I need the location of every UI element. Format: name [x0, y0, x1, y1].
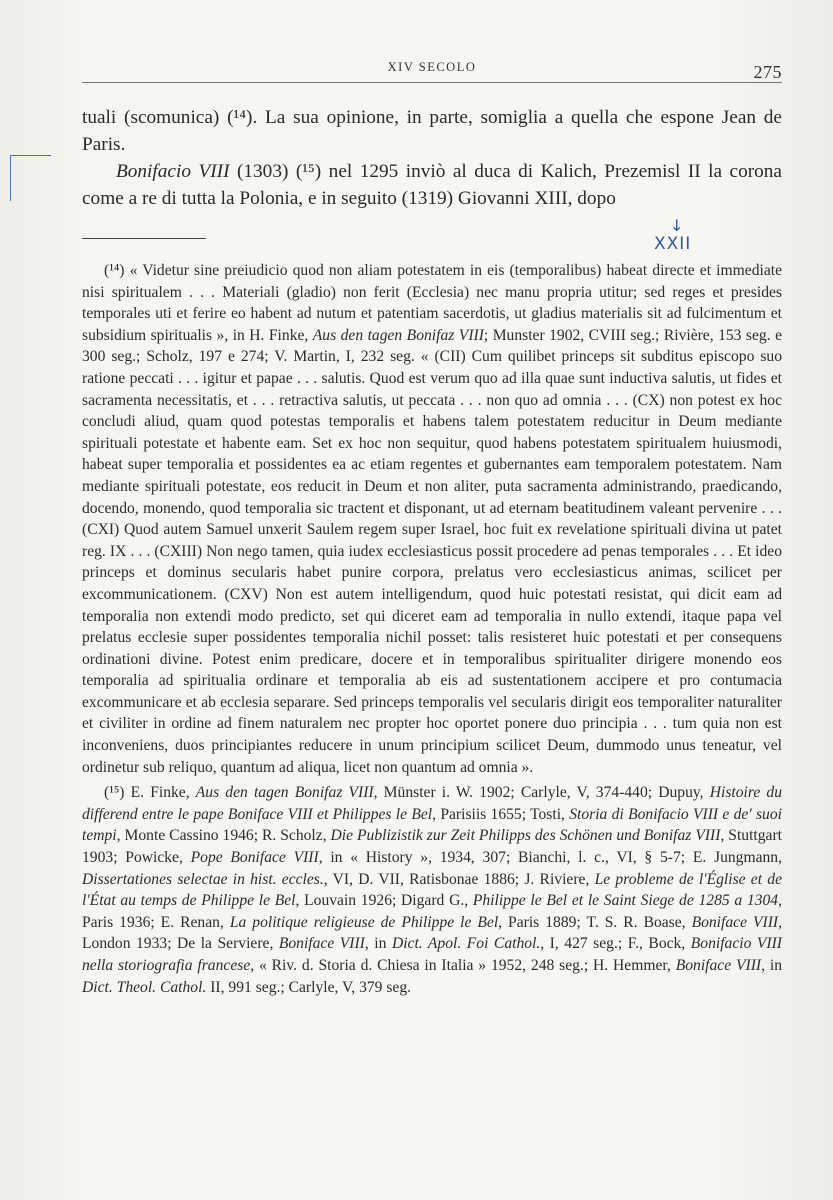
ref-text: , Münster i. W. 1902; Carlyle, V, 374-440; Dupuy,	[373, 784, 710, 802]
ref-title: Pope Boniface VIII	[190, 849, 319, 867]
ref-text: , I, 427 seg.; F., Bock,	[540, 935, 691, 953]
ref-title: Dict. Apol. Foi Cathol.	[391, 935, 541, 953]
footnote-14-text-1: « Videtur sine preiudicio quod non aliam potestatem in eis (temporalibus) habeat directe et immediate nisi spiritualem . . . Materiali (gladio) non ferit (Ecclesia) nec manu propria utitur; sed reges et presides temporales uti et ferire eo habent ad nutum et patentiam sacerdotis, ut gladius materialis sit ad fulcimentum et subsidium spiritualis », in H. Finke,	[82, 262, 782, 344]
running-head-title: XIV SECOLO	[387, 60, 477, 74]
ref-title: Boniface VIII	[691, 913, 779, 931]
pencil-margin-mark	[10, 155, 51, 201]
footnote-14-text-2: ; Munster 1902, CVIII seg.; Rivière, 153 seg. e 300 seg.; Scholz, 197 e 274; V. Martin, I, 232 seg. « (CII) Cum quilibet princeps sit subditus episcopo suo ratione peccati . . . igitur et papae . . . salutis. Quod est verum quo ad illa quae sunt inductiva salutis, ut fides et sacramenta necessitatis, et . . . retractiva salutis, ut peccata . . . non quo ad omnia . . . (CX) non potest ex hoc concludi aliud, quam quod potestas temporalis et habens talem potestatem reducitur in Deum mediante spirituali potestate et habente eam. Set ex hoc non sequitur, quod habens potestatem spiritualem huiusmodi, habeat super temporalia et possidentes ea ac etiam regentes et gubernantes eam temporalem potestatem. Nam mediante spirituali potestate, eos reducit in Deum et non aliter, puta sacramenta administrando, praedicando, docendo, monendo, quod temporalia sic tractent et disponant, ut ad eternam beatitudinem valeant pervenire . . . (CXI) Quod autem Samuel unxerit Saulem regem super Israel, hoc fuit ex revelatione spirituali divina ut patet reg. IX . . . (CXIII) Non nego tamen, quia iudex ecclesiasticus possit procedere ad penas temporales . . . Et ideo princeps et dominus secularis habet punire corpora, prelatus vero ecclesiasticus animas, scilicet per excommunicationem. (CXV) Non est autem intelligendum, quod huic potestati resistat, qui dicit eam ad temporalia non extendi modo predicto, set qui diceret eam ad temporalia in nullo extendi, itaque papa vel prelatus ecclesie super possidentes temporalia nichil posset: talis resisteret huic potestati et per consequens ordinationi divine. Potest enim predicare, docere et in temporalibus spiritualiter dirigere monendo eos temporalia ad spiritualia ordinare et temporalia ab eis ad sustentationem accipere et pro contumacia excommunicare et ab ecclesia separare. Sed princeps temporalis vel secularis dirigit eos temporaliter naturaliter et civiliter in ordine ad finem naturalem nec propter hoc oportet ponere duo principia . . . tum quia non est inconveniens, duos principiantes reducere in unum principium scilicet Deum, dummodo unus teneatur, vel ordinetur sub reliquo, quantum ad aliqua, licet non quantum ad omnia ».	[82, 326, 782, 776]
footnote-rule	[82, 238, 206, 239]
main-text	[82, 104, 782, 212]
running-head	[82, 60, 782, 90]
header-rule	[82, 82, 782, 83]
ref-text: , Monte Cassino 1946; R. Scholz,	[116, 827, 331, 845]
ref-text: , in « History », 1934, 307; Bianchi, l. c., VI, § 5-7; E. Jungmann,	[318, 849, 782, 867]
ref-text: , in	[364, 935, 392, 953]
paragraph-1: tuali (scomunica) (¹⁴). La sua opinione, in parte, somiglia a quella che espone Jean de Paris.	[82, 107, 782, 155]
ref-title: Philippe le Bel et le Saint Siege de 1285 a 1304	[472, 892, 779, 910]
footnote-14	[82, 260, 782, 778]
down-arrow-icon: ↓	[670, 216, 684, 235]
ref-text: , Paris 1889; T. S. R. Boase,	[498, 913, 692, 931]
ref-text: II, 991 seg.; Carlyle, V, 379 seg.	[206, 978, 412, 996]
ref-title: Dict. Theol. Cathol.	[82, 978, 207, 996]
ref-text: E. Finke,	[124, 784, 196, 802]
ref-title: Bonifacio VIII nella storiografia francese	[82, 935, 782, 974]
ref-title: Le probleme de l'Église et de l'État au temps de Philippe le Bel	[82, 870, 782, 910]
ref-title: La politique religieuse de Philippe le Bel	[229, 913, 499, 931]
ref-title: Histoire du differend entre le pape Boniface VIII et Philippes le Bel	[82, 784, 783, 823]
handwritten-correction	[650, 216, 710, 258]
footnote-15	[82, 782, 782, 998]
footnote-14-mark: (¹⁴)	[104, 262, 125, 279]
ref-text: , Stuttgart 1903; Powicke,	[82, 827, 783, 867]
ref-title: Storia di Bonifacio VIII e de' suoi tempi	[82, 805, 782, 845]
paragraph-2	[82, 158, 782, 212]
footnote-14-title: Aus den tagen Bonifaz VIII	[312, 326, 484, 344]
ref-text: , Parisiis 1655; Tosti,	[432, 805, 570, 823]
ref-title: Aus den tagen Bonifaz VIII	[195, 784, 374, 802]
footnote-15-mark: (¹⁵)	[104, 784, 125, 802]
ref-text: , Paris 1936; E. Renan,	[82, 892, 782, 931]
ref-text: , « Riv. d. Storia d. Chiesa in Italia » 1952, 248 seg.; H. Hemmer,	[250, 957, 676, 974]
ref-text: , Louvain 1926; Digard G.,	[295, 892, 473, 910]
ref-title: Die Publizistik zur Zeit Philipps des Schönen und Bonifaz VIII	[330, 827, 721, 845]
footnotes	[82, 260, 782, 998]
ref-text: , London 1933; De la Serviere,	[82, 913, 782, 953]
ref-title: Boniface VIII	[675, 957, 762, 974]
paragraph-2-name: Bonifacio VIII	[116, 161, 230, 182]
ref-title: Boniface VIII	[278, 935, 365, 953]
ref-title: Dissertationes selectae in hist. eccles.	[82, 870, 324, 888]
handwritten-note-text: XXII	[654, 234, 692, 254]
paragraph-2-text: (1303) (¹⁵) nel 1295 inviò al duca di Kalich, Prezemisl II la corona come a re di tutta la Polonia, e in seguito (1319) Giovanni XIII, dopo	[82, 161, 782, 209]
page-number: 275	[753, 62, 782, 82]
ref-text: , VI, D. VII, Ratisbonae 1886; J. Riviere,	[323, 870, 595, 888]
ref-text: , in	[761, 957, 782, 974]
